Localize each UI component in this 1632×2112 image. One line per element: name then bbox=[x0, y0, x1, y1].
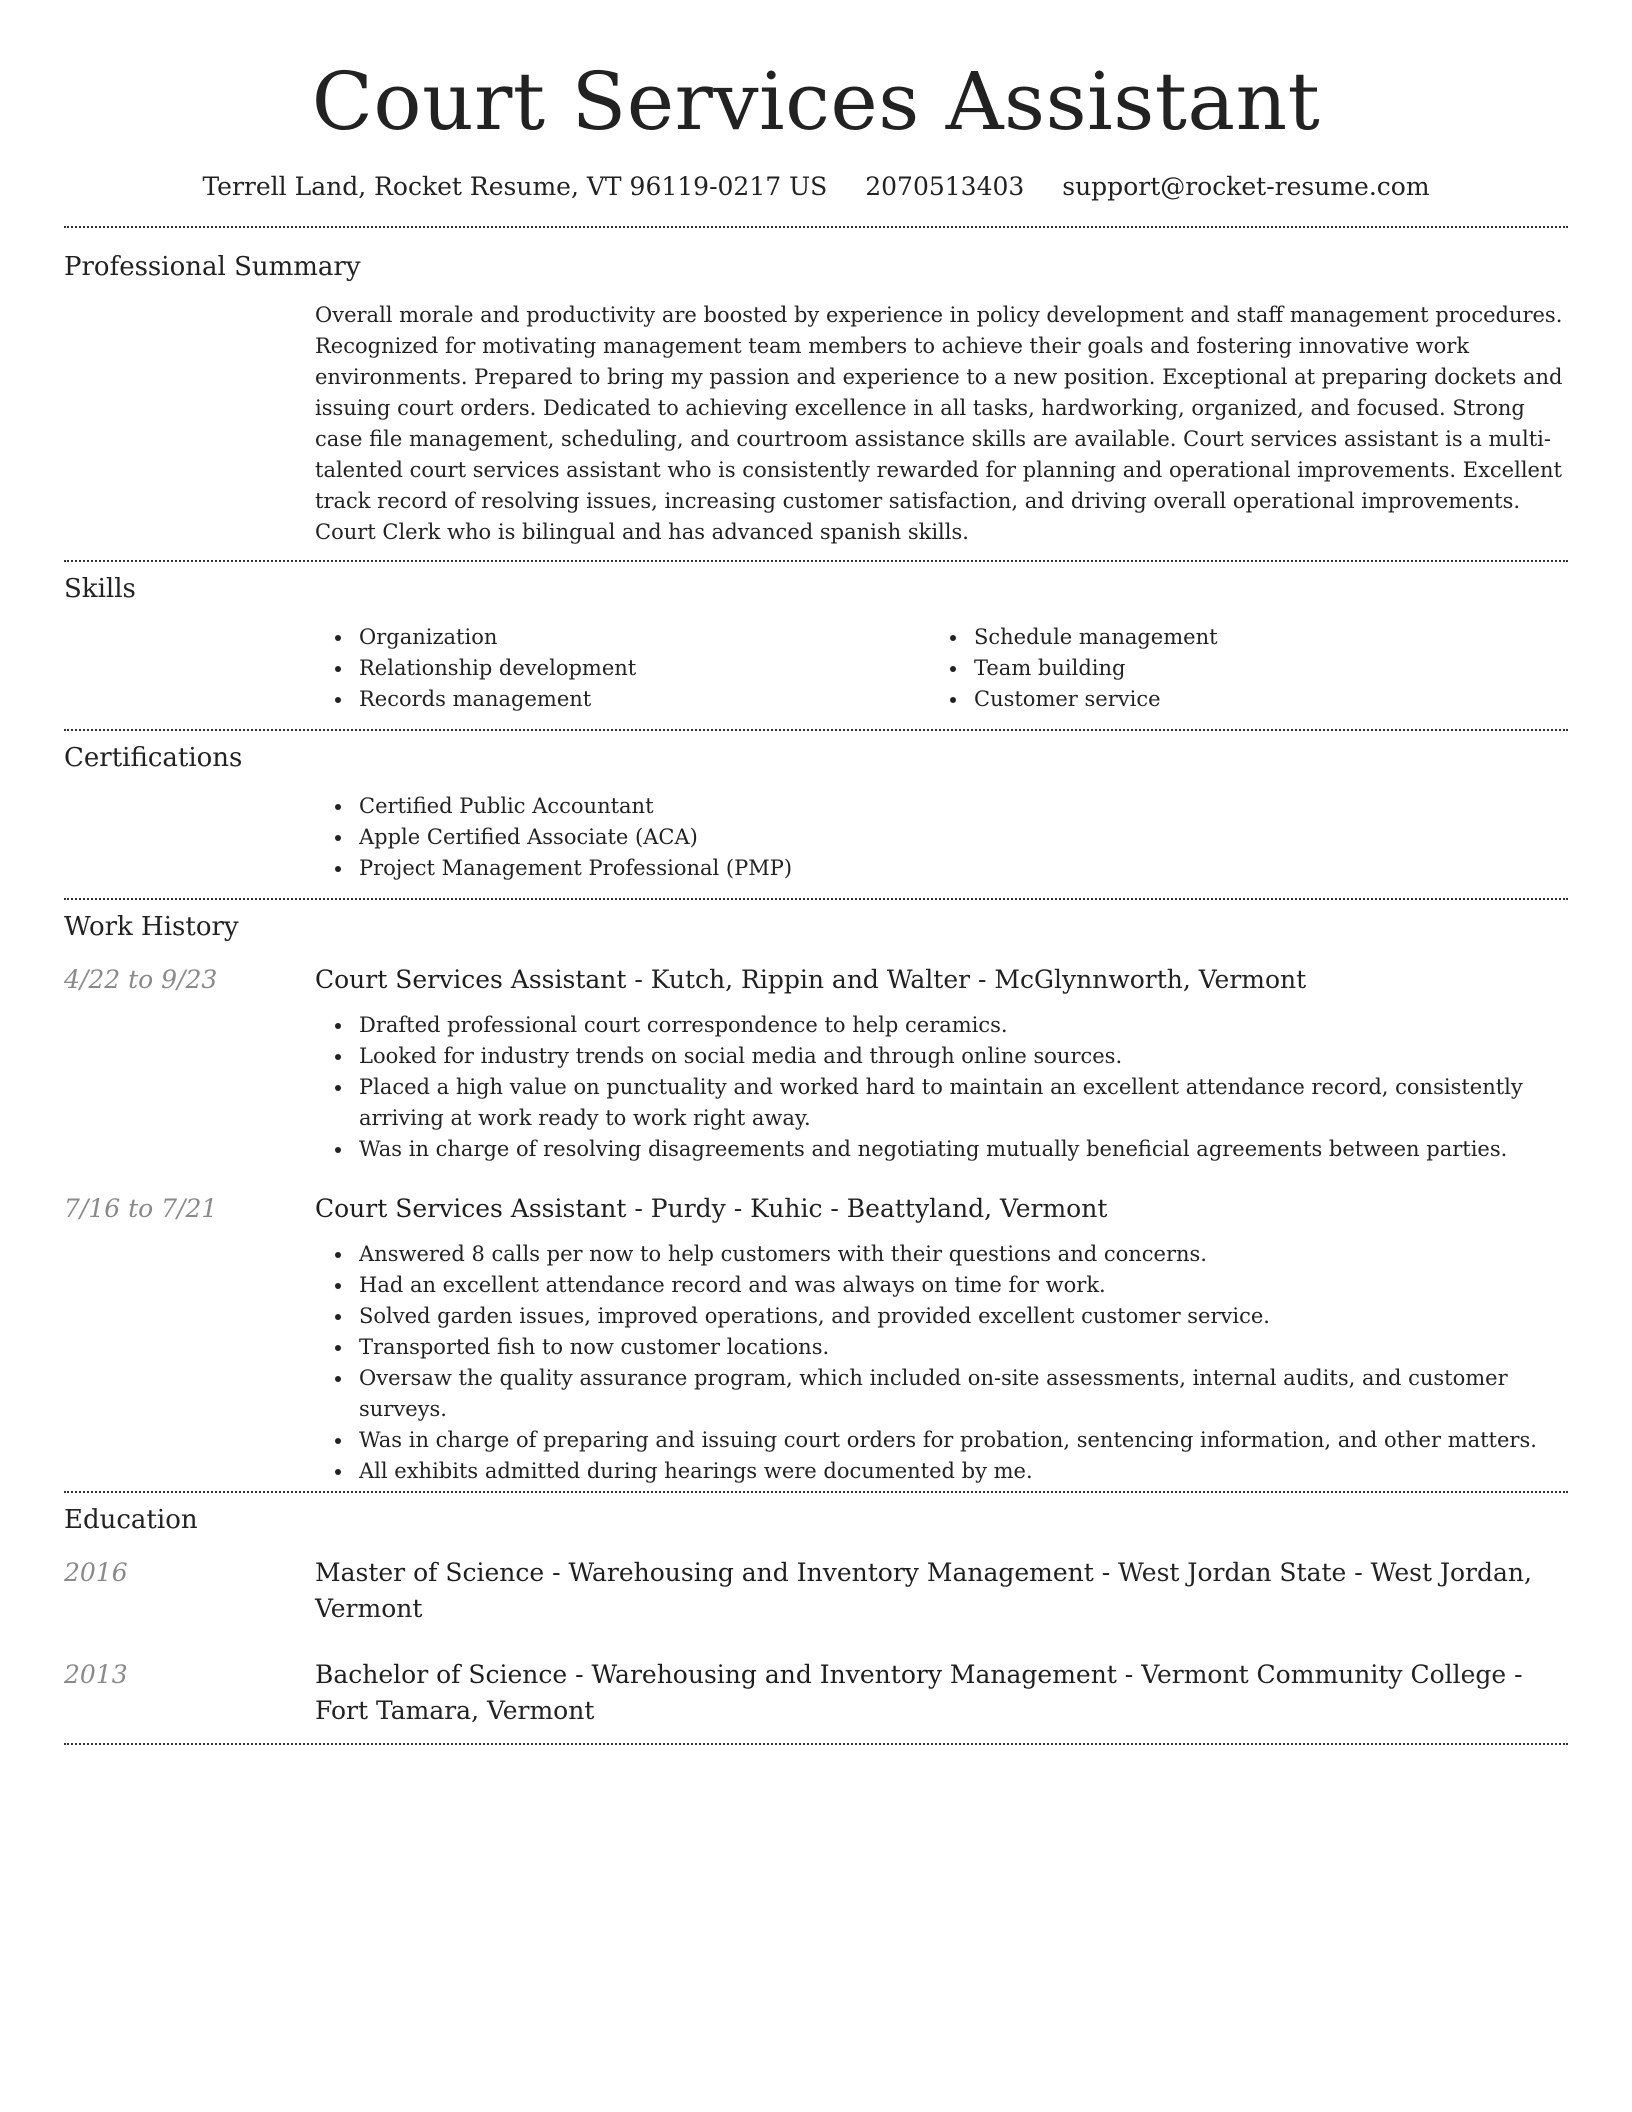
skill-item: Customer service bbox=[974, 684, 1545, 715]
education-entry bbox=[64, 1657, 1568, 1743]
summary-text: Overall morale and productivity are boosted by experience in policy development and staff management procedures. Recognized for motivating management team members to achieve their goals and fostering innovative work environments. Prepared to bring my passion and experience to a new position. Exceptional at preparing dockets and issuing court orders. Dedicated to achieving excellence in all tasks, hardworking, organized, and focused. Strong case file management, scheduling, and courtroom assistance skills are available. Court services assistant is a multi-talented court services assistant who is consistently rewarded for planning and operational improvements. Excellent track record of resolving issues, increasing customer satisfaction, and driving overall operational improvements. Court Clerk who is bilingual and has advanced spanish skills. bbox=[315, 303, 1563, 544]
work-entry bbox=[64, 962, 1568, 1165]
work-entry-body bbox=[315, 1191, 1568, 1491]
skills-column-right bbox=[930, 622, 1545, 715]
work-bullet: Placed a high value on punctuality and worked hard to maintain an excellent attendance record, consistently arriving at work ready to work right away. bbox=[359, 1072, 1568, 1134]
education-year: 2013 bbox=[64, 1660, 128, 1689]
section-title-work-history: Work History bbox=[64, 912, 239, 942]
section-title-summary: Professional Summary bbox=[64, 252, 361, 282]
education-entry bbox=[64, 1555, 1568, 1627]
skills-grid bbox=[315, 622, 1568, 729]
work-bullet: All exhibits admitted during hearings were documented by me. bbox=[359, 1456, 1568, 1487]
work-bullet: Had an excellent attendance record and was always on time for work. bbox=[359, 1270, 1568, 1301]
skills-list-right bbox=[930, 622, 1545, 715]
skill-item: Records management bbox=[359, 684, 930, 715]
resume-header bbox=[64, 0, 1568, 204]
section-skills bbox=[64, 562, 1568, 729]
section-summary bbox=[64, 228, 1568, 560]
contact-address: Terrell Land, Rocket Resume, VT 96119-0217 US bbox=[202, 172, 828, 201]
education-title-line bbox=[315, 1657, 1568, 1729]
certifications-content bbox=[315, 791, 1568, 898]
job-title: Court Services Assistant bbox=[315, 965, 627, 994]
education-entry-body bbox=[315, 1657, 1568, 1729]
education-school-location: - Vermont Community College - Fort Tamara, Vermont bbox=[315, 1660, 1523, 1725]
work-bullet: Was in charge of resolving disagreements and negotiating mutually beneficial agreements between parties. bbox=[359, 1134, 1568, 1165]
resume-page bbox=[64, 0, 1568, 1745]
section-work-history bbox=[64, 900, 1568, 1491]
education-title-line bbox=[315, 1555, 1568, 1627]
work-dates: 7/16 to 7/21 bbox=[64, 1194, 218, 1223]
section-title-education: Education bbox=[64, 1505, 198, 1535]
work-bullet: Solved garden issues, improved operations, and provided excellent customer service. bbox=[359, 1301, 1568, 1332]
contact-phone: 2070513403 bbox=[865, 172, 1025, 201]
certification-item: Certified Public Accountant bbox=[359, 791, 1568, 822]
work-bullet: Looked for industry trends on social media and through online sources. bbox=[359, 1041, 1568, 1072]
work-title-line bbox=[315, 1191, 1568, 1227]
job-company-location: - Kutch, Rippin and Walter - McGlynnworth, Vermont bbox=[626, 965, 1307, 994]
certifications-list bbox=[315, 791, 1568, 884]
resume-name: Court Services Assistant bbox=[311, 55, 1321, 148]
certification-item: Apple Certified Associate (ACA) bbox=[359, 822, 1568, 853]
job-title: Court Services Assistant bbox=[315, 1194, 627, 1223]
work-bullet: Drafted professional court correspondence to help ceramics. bbox=[359, 1010, 1568, 1041]
work-entry bbox=[64, 1191, 1568, 1491]
education-degree: Master of Science - Warehousing and Inventory Management bbox=[315, 1558, 1094, 1587]
skills-list-left bbox=[315, 622, 930, 715]
work-bullet: Transported fish to now customer locations. bbox=[359, 1332, 1568, 1363]
section-divider bbox=[64, 1743, 1568, 1745]
job-company-location: - Purdy - Kuhic - Beattyland, Vermont bbox=[626, 1194, 1108, 1223]
work-bullets bbox=[315, 1010, 1568, 1165]
work-bullet: Answered 8 calls per now to help customers with their questions and concerns. bbox=[359, 1239, 1568, 1270]
contact-line bbox=[64, 170, 1568, 204]
education-entry-body bbox=[315, 1555, 1568, 1627]
skill-item: Relationship development bbox=[359, 653, 930, 684]
work-bullets bbox=[315, 1239, 1568, 1491]
work-dates: 4/22 to 9/23 bbox=[64, 965, 218, 994]
section-certifications bbox=[64, 731, 1568, 898]
section-title-skills: Skills bbox=[64, 574, 136, 604]
section-education bbox=[64, 1493, 1568, 1743]
skills-column-left bbox=[315, 622, 930, 715]
skill-item: Schedule management bbox=[974, 622, 1545, 653]
section-title-certifications: Certifications bbox=[64, 743, 243, 773]
education-school-location: - West Jordan State - West Jordan, Vermont bbox=[315, 1558, 1532, 1623]
work-bullet: Was in charge of preparing and issuing court orders for probation, sentencing information, and other matters. bbox=[359, 1425, 1568, 1456]
contact-email: support@rocket-resume.com bbox=[1062, 172, 1430, 201]
education-degree: Bachelor of Science - Warehousing and Inventory Management bbox=[315, 1660, 1117, 1689]
work-bullet: Oversaw the quality assurance program, which included on-site assessments, internal audits, and customer surveys. bbox=[359, 1363, 1568, 1425]
skill-item: Organization bbox=[359, 622, 930, 653]
work-entry-body bbox=[315, 962, 1568, 1165]
work-title-line bbox=[315, 962, 1568, 998]
skill-item: Team building bbox=[974, 653, 1545, 684]
certification-item: Project Management Professional (PMP) bbox=[359, 853, 1568, 884]
education-year: 2016 bbox=[64, 1558, 128, 1587]
